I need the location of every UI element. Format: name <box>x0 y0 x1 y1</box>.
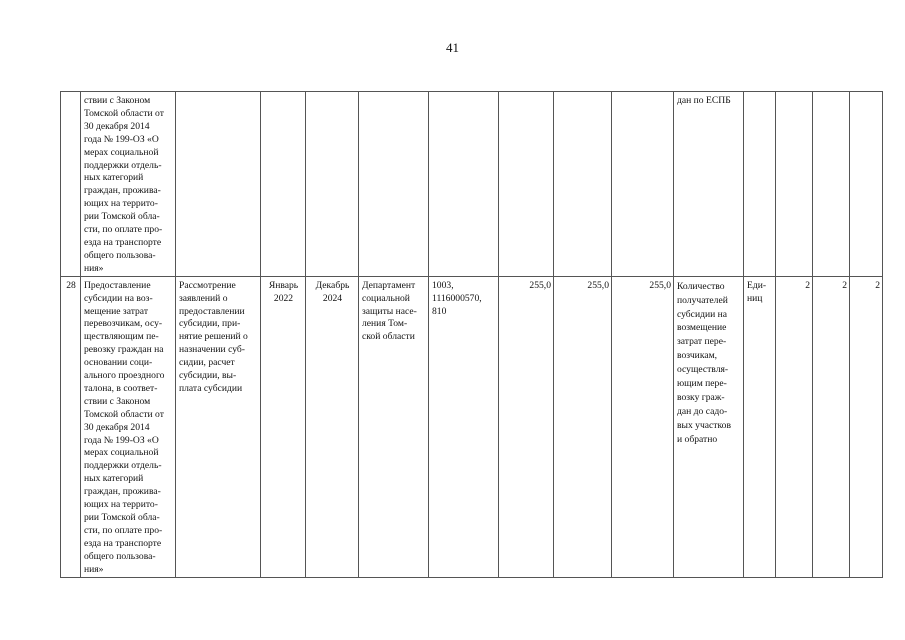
table-row <box>61 92 883 277</box>
cell-v1: 255,0 <box>499 276 554 577</box>
cell-v3: 255,0 <box>612 276 674 577</box>
cell-start <box>261 92 306 277</box>
cell-end <box>306 92 359 277</box>
cell-v2: 255,0 <box>554 276 612 577</box>
cell-num <box>61 92 81 277</box>
cell-action: Рассмотрение заявлений о предоставлении субсидии, при- нятие решений о назначении суб- сидии, расчет субсидии, вы- плата субсидии <box>176 276 261 577</box>
cell-indicator: дан по ЕСПБ <box>674 92 744 277</box>
cell-executor <box>359 92 429 277</box>
cell-v1 <box>499 92 554 277</box>
cell-p1 <box>776 92 813 277</box>
cell-p3 <box>850 92 883 277</box>
cell-p1: 2 <box>776 276 813 577</box>
cell-unit <box>744 92 776 277</box>
cell-v3 <box>612 92 674 277</box>
page-number: 41 <box>446 40 459 55</box>
cell-end: Декабрь 2024 <box>306 276 359 577</box>
cell-event: ствии с Законом Томской области от 30 декабря 2014 года № 199-ОЗ «О мерах социальной поддержки отдель- ных категорий граждан, прожива- ющих на террито- рии Томской обла- сти, по оплате про- езда на транспорте общего пользова- ния» <box>81 92 176 277</box>
cell-start: Январь 2022 <box>261 276 306 577</box>
program-table <box>60 91 883 578</box>
cell-p2: 2 <box>813 276 850 577</box>
cell-action <box>176 92 261 277</box>
cell-event: Предоставление субсидии на воз- мещение затрат перевозчикам, осу- ществляющим пе- ревозку граждан на основании соци- ального проездного талона, в соответ- ствии с Законом Томской области от 30 декабря 2014 года № 199-ОЗ «О мерах социальной поддержки отдель- ных категорий граждан, прожива- ющих на террито- рии Томской обла- сти, по оплате про- езда на транспорте общего пользова- ния» <box>81 276 176 577</box>
cell-code <box>429 92 499 277</box>
cell-indicator: Количество получателей субсидии на возмещение затрат пере- возчикам, осуществля- ющим пере- возку граж- дан до садо- вых участков и обратно <box>674 276 744 577</box>
cell-unit: Еди- ниц <box>744 276 776 577</box>
cell-executor: Департамент социальной защиты насе- ления Том- ской области <box>359 276 429 577</box>
cell-p2 <box>813 92 850 277</box>
cell-num: 28 <box>61 276 81 577</box>
cell-v2 <box>554 92 612 277</box>
table-row <box>61 276 883 577</box>
cell-p3: 2 <box>850 276 883 577</box>
cell-code: 1003, 1116000570, 810 <box>429 276 499 577</box>
